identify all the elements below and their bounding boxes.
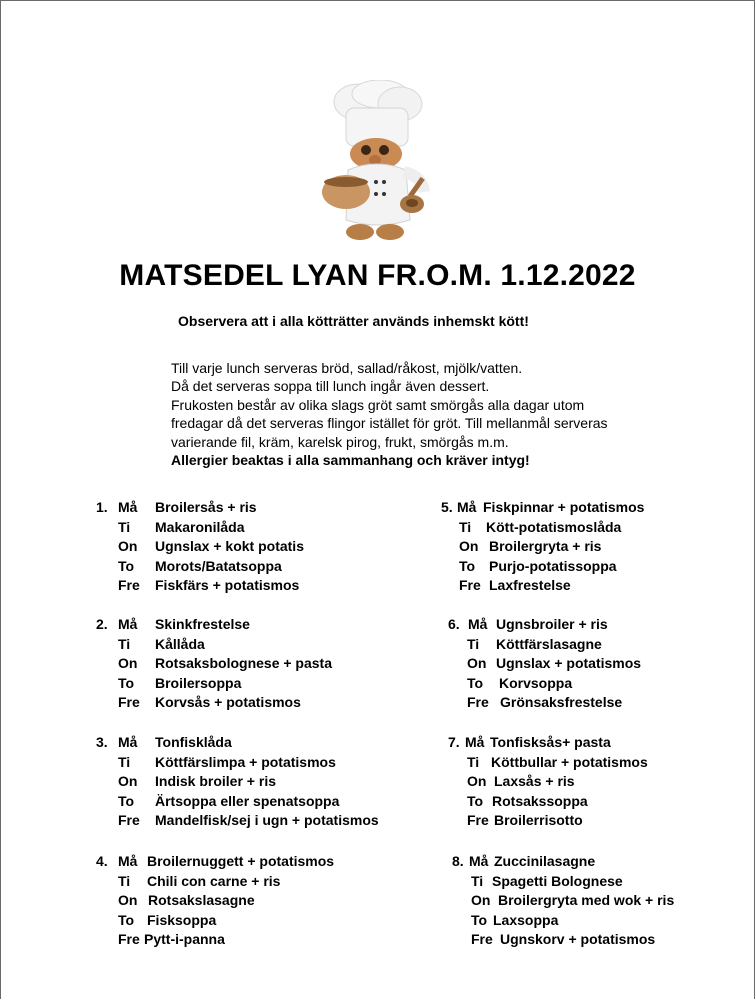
menu-row [448,674,748,694]
day-label: On [467,655,487,672]
day-label: On [118,892,138,909]
menu-row [448,753,748,773]
week-7-menu [448,733,748,831]
day-label: Må [469,853,489,869]
menu-row [441,518,741,538]
dish-name: Ugnsbroiler + ris [496,616,608,632]
dish-name: Ugnskorv + potatismos [500,931,656,948]
day-label: Må [118,853,138,869]
menu-row [96,911,416,931]
dish-name: Chili con carne + ris [147,872,281,889]
day-label: Fre [467,694,489,711]
day-label: Fre [467,812,489,829]
week-number: 8. [452,853,464,869]
week-6-menu [448,615,748,713]
dish-name: Indisk broiler + ris [155,773,276,790]
dish-name: Köttfärslasagne [496,635,602,652]
day-label: Ti [118,635,131,652]
intro-line: fredagar då det serveras flingor istället för gröt. Till mellanmål serveras [171,415,608,432]
chef-figure-illustration [318,80,436,242]
dish-name: Tonfisklåda [155,734,232,750]
day-label: Fre [118,931,140,948]
menu-row [96,891,416,911]
week-number: 4. [96,853,108,869]
week-number: 1. [96,499,108,515]
menu-row [96,674,416,694]
week-number: 6. [448,616,460,632]
day-label: Må [468,616,488,632]
day-label: To [118,911,135,928]
dish-name: Köttbullar + potatismos [491,753,648,770]
menu-row [452,930,752,950]
intro-line: Då det serveras soppa till lunch ingår även dessert. [171,378,490,395]
menu-row [96,811,416,831]
menu-row [441,498,741,518]
menu-row [448,792,748,812]
page-title: MATSEDEL LYAN FR.O.M. 1.12.2022 [119,259,636,292]
menu-row [448,654,748,674]
dish-name: Laxsoppa [493,911,559,928]
menu-row [441,576,741,596]
dish-name: Laxfrestelse [489,577,571,594]
dish-name: Korvsås + potatismos [155,694,301,711]
menu-row [96,518,416,538]
day-label: On [471,892,491,909]
dish-name: Broilersoppa [155,674,242,691]
menu-row [448,693,748,713]
menu-row [96,615,416,635]
menu-row [452,852,752,872]
dish-name: Morots/Batatsoppa [155,557,282,574]
allergy-notice: Allergier beaktas i alla sammanhang och kräver intyg! [171,452,530,469]
dish-name: Zuccinilasagne [494,853,596,869]
day-label: Må [457,499,477,515]
week-8-menu [452,852,752,950]
week-1-menu [96,498,416,596]
day-label: On [459,538,479,555]
day-label: Må [465,734,485,750]
week-number: 5. [441,499,453,515]
intro-paragraph [171,359,691,469]
dish-name: Mandelfisk/sej i ugn + potatismos [155,812,379,829]
dish-name: Kött-potatismoslåda [486,518,622,535]
menu-row [452,872,752,892]
day-label: Må [118,499,138,515]
intro-line: Frukosten består av olika slags gröt samt smörgås alla dagar utom [171,396,585,413]
day-label: To [471,911,488,928]
menu-row [96,753,416,773]
dish-name: Rotsaksbolognese + pasta [155,655,333,672]
dish-name: Broilergryta + ris [489,538,602,555]
menu-row [448,635,748,655]
dish-name: Ugnslax + potatismos [496,655,642,672]
intro-line: varierande fil, kräm, karelsk pirog, frukt, smörgås m.m. [171,433,509,450]
dish-name: Rotsakslasagne [148,892,255,909]
menu-row [96,557,416,577]
day-label: To [467,674,484,691]
dish-name: Fiskfärs + potatismos [155,577,300,594]
week-3-menu [96,733,416,831]
dish-name: Rotsakssoppa [492,792,588,809]
dish-name: Broilergryta med wok + ris [498,892,675,909]
menu-row [96,930,416,950]
menu-row [448,811,748,831]
menu-row [452,911,752,931]
menu-row [448,772,748,792]
week-5-menu [441,498,741,596]
dish-name: Korvsoppa [499,674,573,691]
dish-name: Tonfisksås+ pasta [490,734,611,750]
day-label: To [467,792,484,809]
dish-name: Laxsås + ris [494,773,575,790]
day-label: On [118,773,138,790]
day-label: Fre [118,812,140,829]
day-label: Fre [118,694,140,711]
day-label: On [118,538,138,555]
week-2-menu [96,615,416,713]
menu-row [96,872,416,892]
day-label: To [118,674,135,691]
day-label: Ti [459,518,472,535]
dish-name: Ärtsoppa eller spenatsoppa [155,792,340,809]
menu-row [96,733,416,753]
dish-name: Broilernuggett + potatismos [147,853,335,869]
dish-name: Broilersås + ris [155,499,257,515]
dish-name: Köttfärslimpa + potatismos [155,753,336,770]
menu-row [96,537,416,557]
day-label: On [467,773,487,790]
week-4-menu [96,852,416,950]
menu-row [448,615,748,635]
menu-row [96,693,416,713]
day-label: Må [118,616,138,632]
day-label: Ti [118,518,131,535]
menu-row [96,654,416,674]
dish-name: Ugnslax + kokt potatis [155,538,304,555]
dish-name: Kållåda [155,635,205,652]
day-label: To [118,557,135,574]
day-label: Ti [467,753,480,770]
week-number: 3. [96,734,108,750]
week-number: 7. [448,734,460,750]
dish-name: Grönsaksfrestelse [500,694,623,711]
menu-row [96,772,416,792]
day-label: On [118,655,138,672]
menu-row [96,498,416,518]
menu-row [441,537,741,557]
dish-name: Makaronilåda [155,518,245,535]
week-number: 2. [96,616,108,632]
day-label: To [459,557,476,574]
dish-name: Skinkfrestelse [155,616,250,632]
day-label: To [118,792,135,809]
menu-row [96,792,416,812]
dish-name: Spagetti Bolognese [492,872,623,889]
day-label: Må [118,734,138,750]
menu-row [441,557,741,577]
menu-row [96,852,416,872]
day-label: Fre [459,577,481,594]
intro-line: Till varje lunch serveras bröd, sallad/råkost, mjölk/vatten. [171,360,523,376]
meat-origin-notice: Observera att i alla kötträtter används inhemskt kött! [178,313,529,329]
menu-row [96,576,416,596]
day-label: Ti [118,872,131,889]
day-label: Ti [471,872,484,889]
menu-row [448,733,748,753]
day-label: Ti [467,635,480,652]
dish-name: Broilerrisotto [494,812,583,829]
day-label: Fre [118,577,140,594]
menu-row [96,635,416,655]
dish-name: Fiskpinnar + potatismos [483,499,645,515]
menu-row [452,891,752,911]
dish-name: Purjo-potatissoppa [489,557,617,574]
dish-name: Pytt-i-panna [144,931,225,948]
day-label: Fre [471,931,493,948]
day-label: Ti [118,753,131,770]
dish-name: Fisksoppa [147,911,217,928]
